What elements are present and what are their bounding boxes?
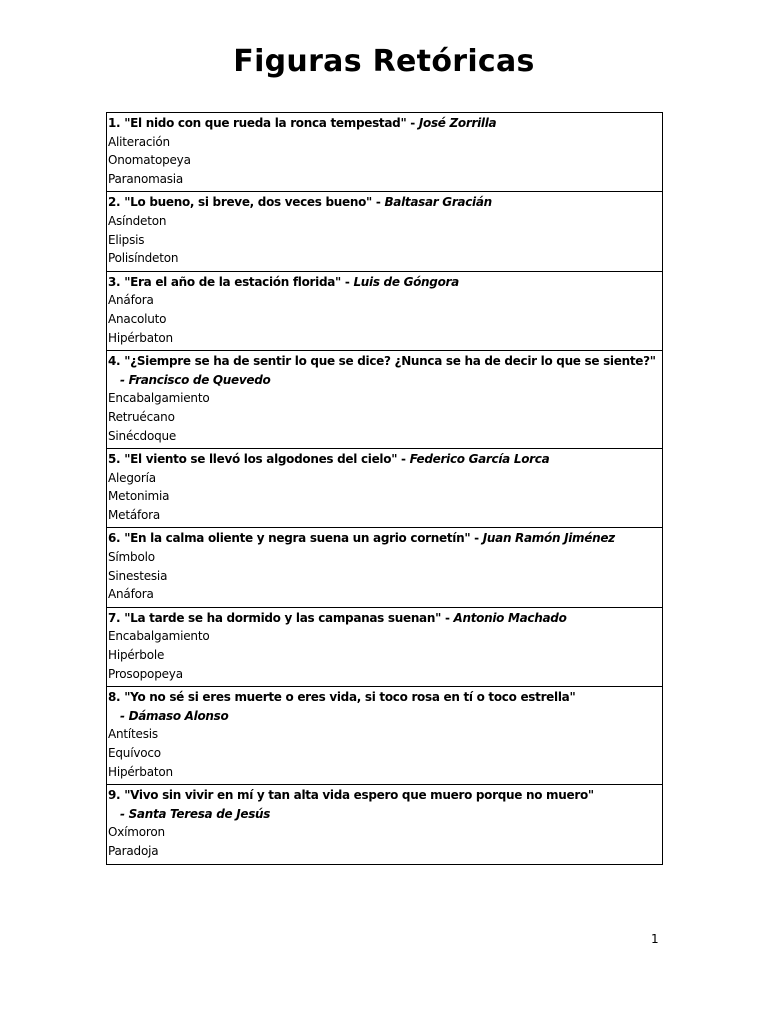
question-number: 2. — [108, 195, 121, 210]
answer-option: Oxímoron — [108, 825, 165, 840]
author-separator: - — [406, 116, 419, 130]
question-author: Antonio Machado — [453, 610, 567, 625]
question-author: José Zorrilla — [418, 116, 497, 130]
answer-option: Sinécdoque — [108, 428, 177, 443]
answer-option: Símbolo — [108, 550, 155, 565]
page-title: Figuras Retóricas — [233, 44, 535, 79]
page-number: 1 — [651, 932, 659, 946]
questions-table — [106, 112, 663, 865]
author-separator: - — [470, 531, 483, 546]
question-number: 6. — [108, 531, 121, 546]
author-separator: - — [441, 610, 454, 625]
author-separator: - — [120, 806, 129, 821]
question-number: 1. — [108, 116, 121, 130]
question-number: 3. — [108, 274, 121, 289]
question-line — [108, 114, 660, 133]
question-line — [108, 529, 660, 548]
question-block-6 — [107, 528, 662, 607]
question-number: 4. — [108, 354, 121, 369]
question-quote: "Vivo sin vivir en mí y tan alta vida espero que muero porque no muero" — [124, 788, 594, 803]
answer-option: Antítesis — [108, 727, 158, 742]
question-line — [108, 193, 660, 212]
question-block-8 — [107, 687, 662, 785]
question-author: Dámaso Alonso — [128, 708, 229, 723]
answer-option: Anáfora — [108, 587, 154, 602]
answer-option: Hipérbaton — [108, 330, 173, 345]
question-author: Baltasar Gracián — [384, 195, 492, 210]
question-author: Federico García Lorca — [409, 452, 550, 467]
answer-option: Polisíndeton — [108, 251, 179, 266]
answer-option: Asíndeton — [108, 213, 167, 228]
question-quote: "El viento se llevó los algodones del cielo" — [124, 452, 398, 467]
question-number: 7. — [108, 610, 121, 625]
question-block-3 — [107, 272, 662, 351]
question-author-line — [108, 371, 660, 390]
answer-option: Aliteración — [108, 134, 170, 149]
question-quote: "Era el año de la estación florida" — [124, 274, 341, 289]
question-quote: "El nido con que rueda la ronca tempestad" — [124, 116, 407, 130]
question-block-2 — [107, 192, 662, 271]
author-separator: - — [397, 452, 410, 467]
question-quote: "Lo bueno, si breve, dos veces bueno" — [124, 195, 372, 210]
question-number: 5. — [108, 452, 121, 467]
answer-option: Metáfora — [108, 507, 161, 522]
question-author: Luis de Góngora — [353, 274, 459, 289]
author-separator: - — [120, 372, 129, 387]
author-separator: - — [372, 195, 385, 210]
question-line — [108, 273, 660, 292]
question-author: Juan Ramón Jiménez — [482, 531, 615, 546]
question-quote: "En la calma oliente y negra suena un agrio cornetín" — [124, 531, 471, 546]
question-line — [108, 609, 660, 628]
answer-option: Prosopopeya — [108, 666, 183, 681]
answer-option: Elipsis — [108, 232, 145, 247]
answer-option: Hipérbaton — [108, 764, 173, 779]
question-block-4 — [107, 351, 662, 449]
author-separator: - — [341, 274, 354, 289]
question-line — [108, 352, 660, 371]
answer-option: Encabalgamiento — [108, 391, 210, 406]
answer-option: Anáfora — [108, 293, 154, 308]
answer-option: Hipérbole — [108, 648, 165, 663]
answer-option: Anacoluto — [108, 311, 167, 326]
answer-option: Metonimia — [108, 489, 170, 504]
answer-option: Paradoja — [108, 843, 159, 858]
question-quote: "Yo no sé si eres muerte o eres vida, si toco rosa en tí o toco estrella" — [124, 690, 576, 705]
author-separator: - — [120, 708, 129, 723]
answer-option: Sinestesia — [108, 568, 168, 583]
question-line — [108, 786, 660, 805]
answer-option: Equívoco — [108, 746, 161, 760]
answer-option: Onomatopeya — [108, 153, 191, 168]
question-author-line — [108, 707, 660, 726]
question-quote: "¿Siempre se ha de sentir lo que se dice? ¿Nunca se ha de decir lo que se siente?" — [124, 354, 656, 369]
answer-option: Paranomasia — [108, 171, 184, 186]
question-line — [108, 450, 660, 469]
question-line — [108, 688, 660, 707]
question-block-1 — [107, 113, 662, 192]
question-number: 9. — [108, 788, 121, 803]
answer-option: Alegoría — [108, 470, 156, 485]
question-block-7 — [107, 608, 662, 687]
question-author: Francisco de Quevedo — [128, 372, 271, 387]
question-block-5 — [107, 449, 662, 528]
question-number: 8. — [108, 690, 121, 705]
question-author: Santa Teresa de Jesús — [128, 806, 271, 821]
answer-option: Retruécano — [108, 409, 175, 424]
question-quote: "La tarde se ha dormido y las campanas suenan" — [124, 610, 442, 625]
question-author-line — [108, 805, 660, 824]
answer-option: Encabalgamiento — [108, 629, 210, 644]
question-block-9 — [107, 785, 662, 863]
